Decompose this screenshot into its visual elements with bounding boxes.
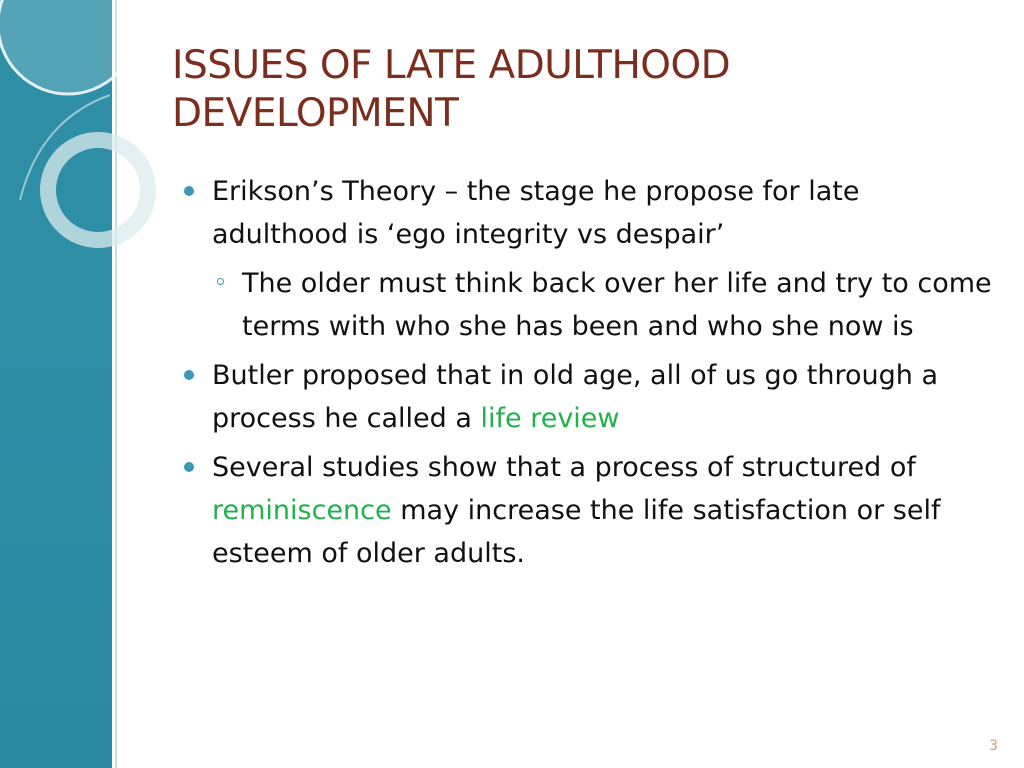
bullet-dot-icon xyxy=(184,370,194,380)
bullet-butler xyxy=(184,354,1004,440)
bullet-text-before: Butler proposed that in old age, all of us go through a process he called a xyxy=(212,360,939,434)
page-number: 3 xyxy=(989,738,998,754)
bullet-dot-icon xyxy=(184,462,194,472)
slide-title xyxy=(172,42,972,138)
subbullet-older-reflect xyxy=(217,262,1004,348)
bullet-text: Erikson’s Theory – the stage he propose for late adulthood is ‘ego integrity vs despair’ xyxy=(212,176,860,250)
title-line-2: DEVELOPMENT xyxy=(172,91,459,136)
bullet-text-after: may increase the life satisfaction or self esteem of older adults. xyxy=(212,495,941,569)
highlight-reminiscence: reminiscence xyxy=(212,495,392,526)
subbullet-ring-icon xyxy=(217,278,224,285)
highlight-life-review: life review xyxy=(480,403,620,434)
title-line-1: ISSUES OF LATE ADULTHOOD xyxy=(172,43,731,88)
bullet-dot-icon xyxy=(184,186,194,196)
side-accent-band xyxy=(0,0,112,768)
bullet-text-before: Several studies show that a process of structured of xyxy=(212,452,916,483)
subbullet-text: The older must think back over her life and try to come terms with who she has been and who she now is xyxy=(242,268,992,342)
side-band-divider-light xyxy=(115,0,117,768)
bullet-erikson xyxy=(184,170,1004,256)
slide-content xyxy=(184,170,1004,581)
bullet-studies xyxy=(184,446,1004,575)
